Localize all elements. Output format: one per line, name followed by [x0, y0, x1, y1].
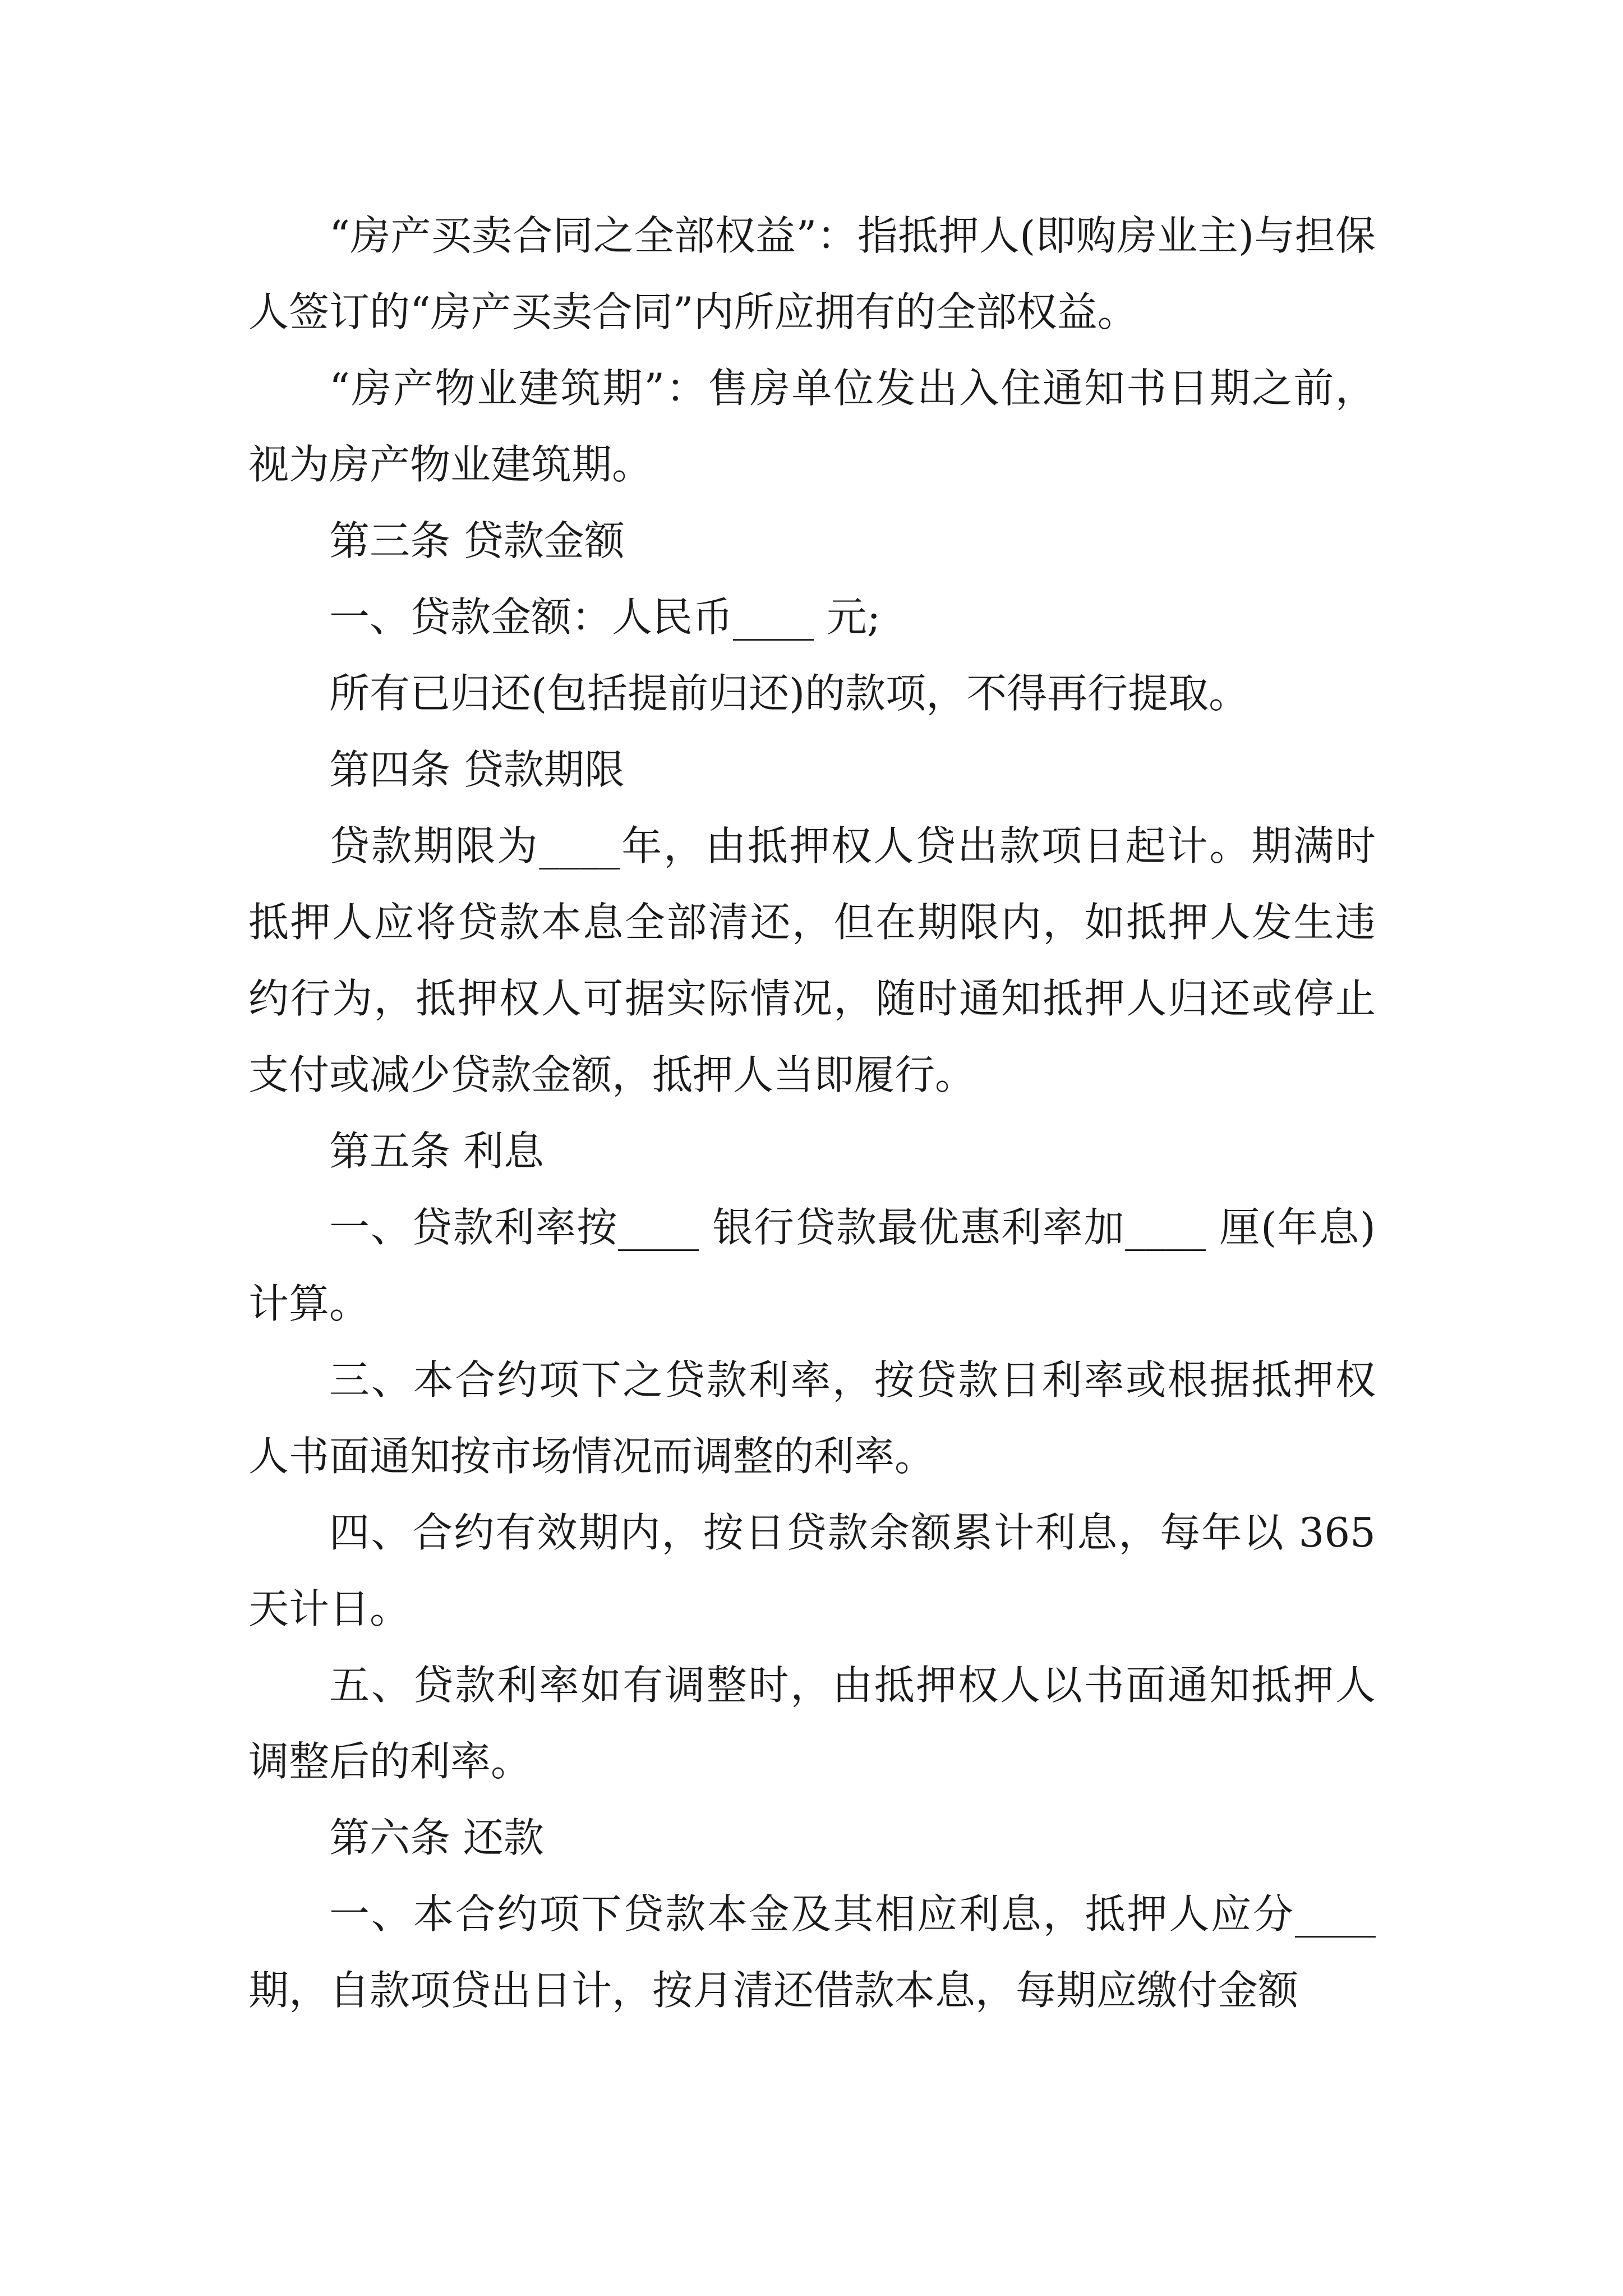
article-6-heading: 第六条 还款 — [329, 1814, 544, 1861]
loan-amount-clause: 一、贷款金额：人民币____ 元; — [329, 593, 881, 641]
paragraph-definition-rights: “房产买卖合同之全部权益”：指抵押人(即购房业主)与担保人签订的“房产买卖合同”内所应拥有的全部权益。 — [248, 212, 1376, 335]
repaid-funds-clause: 所有已归还(包括提前归还)的款项，不得再行提取。 — [329, 670, 1249, 717]
paragraph-definition-construction-period: “房产物业建筑期”：售房单位发出入住通知书日期之前，视为房产物业建筑期。 — [248, 365, 1376, 488]
article-3-heading: 第三条 贷款金额 — [329, 517, 625, 564]
interest-rate-clause-3: 三、本合约项下之贷款利率，按贷款日利率或根据抵押权人书面通知按市场情况而调整的利率。 — [248, 1356, 1376, 1480]
repayment-clause-1: 一、本合约项下贷款本金及其相应利息，抵押人应分____期，自款项贷出日计，按月清还借款本息，每期应缴付金额 — [248, 1890, 1376, 2014]
document-body — [248, 197, 1376, 2028]
interest-rate-clause-4: 四、合约有效期内，按日贷款余额累计利息，每年以 365 天计日。 — [248, 1509, 1376, 1632]
loan-term-clause: 贷款期限为____年，由抵押权人贷出款项日起计。期满时抵押人应将贷款本息全部清还，但在期限内，如抵押人发生违约行为，抵押权人可据实际情况，随时通知抵押人归还或停止支付或减少贷款金额，抵押人当即履行。 — [248, 822, 1376, 1098]
interest-rate-clause-1: 一、贷款利率按____ 银行贷款最优惠利率加____ 厘(年息)计算。 — [248, 1204, 1376, 1327]
article-5-heading: 第五条 利息 — [329, 1128, 544, 1175]
interest-rate-clause-5: 五、贷款利率如有调整时，由抵押权人以书面通知抵押人调整后的利率。 — [248, 1662, 1376, 1785]
article-4-heading: 第四条 贷款期限 — [329, 746, 625, 793]
